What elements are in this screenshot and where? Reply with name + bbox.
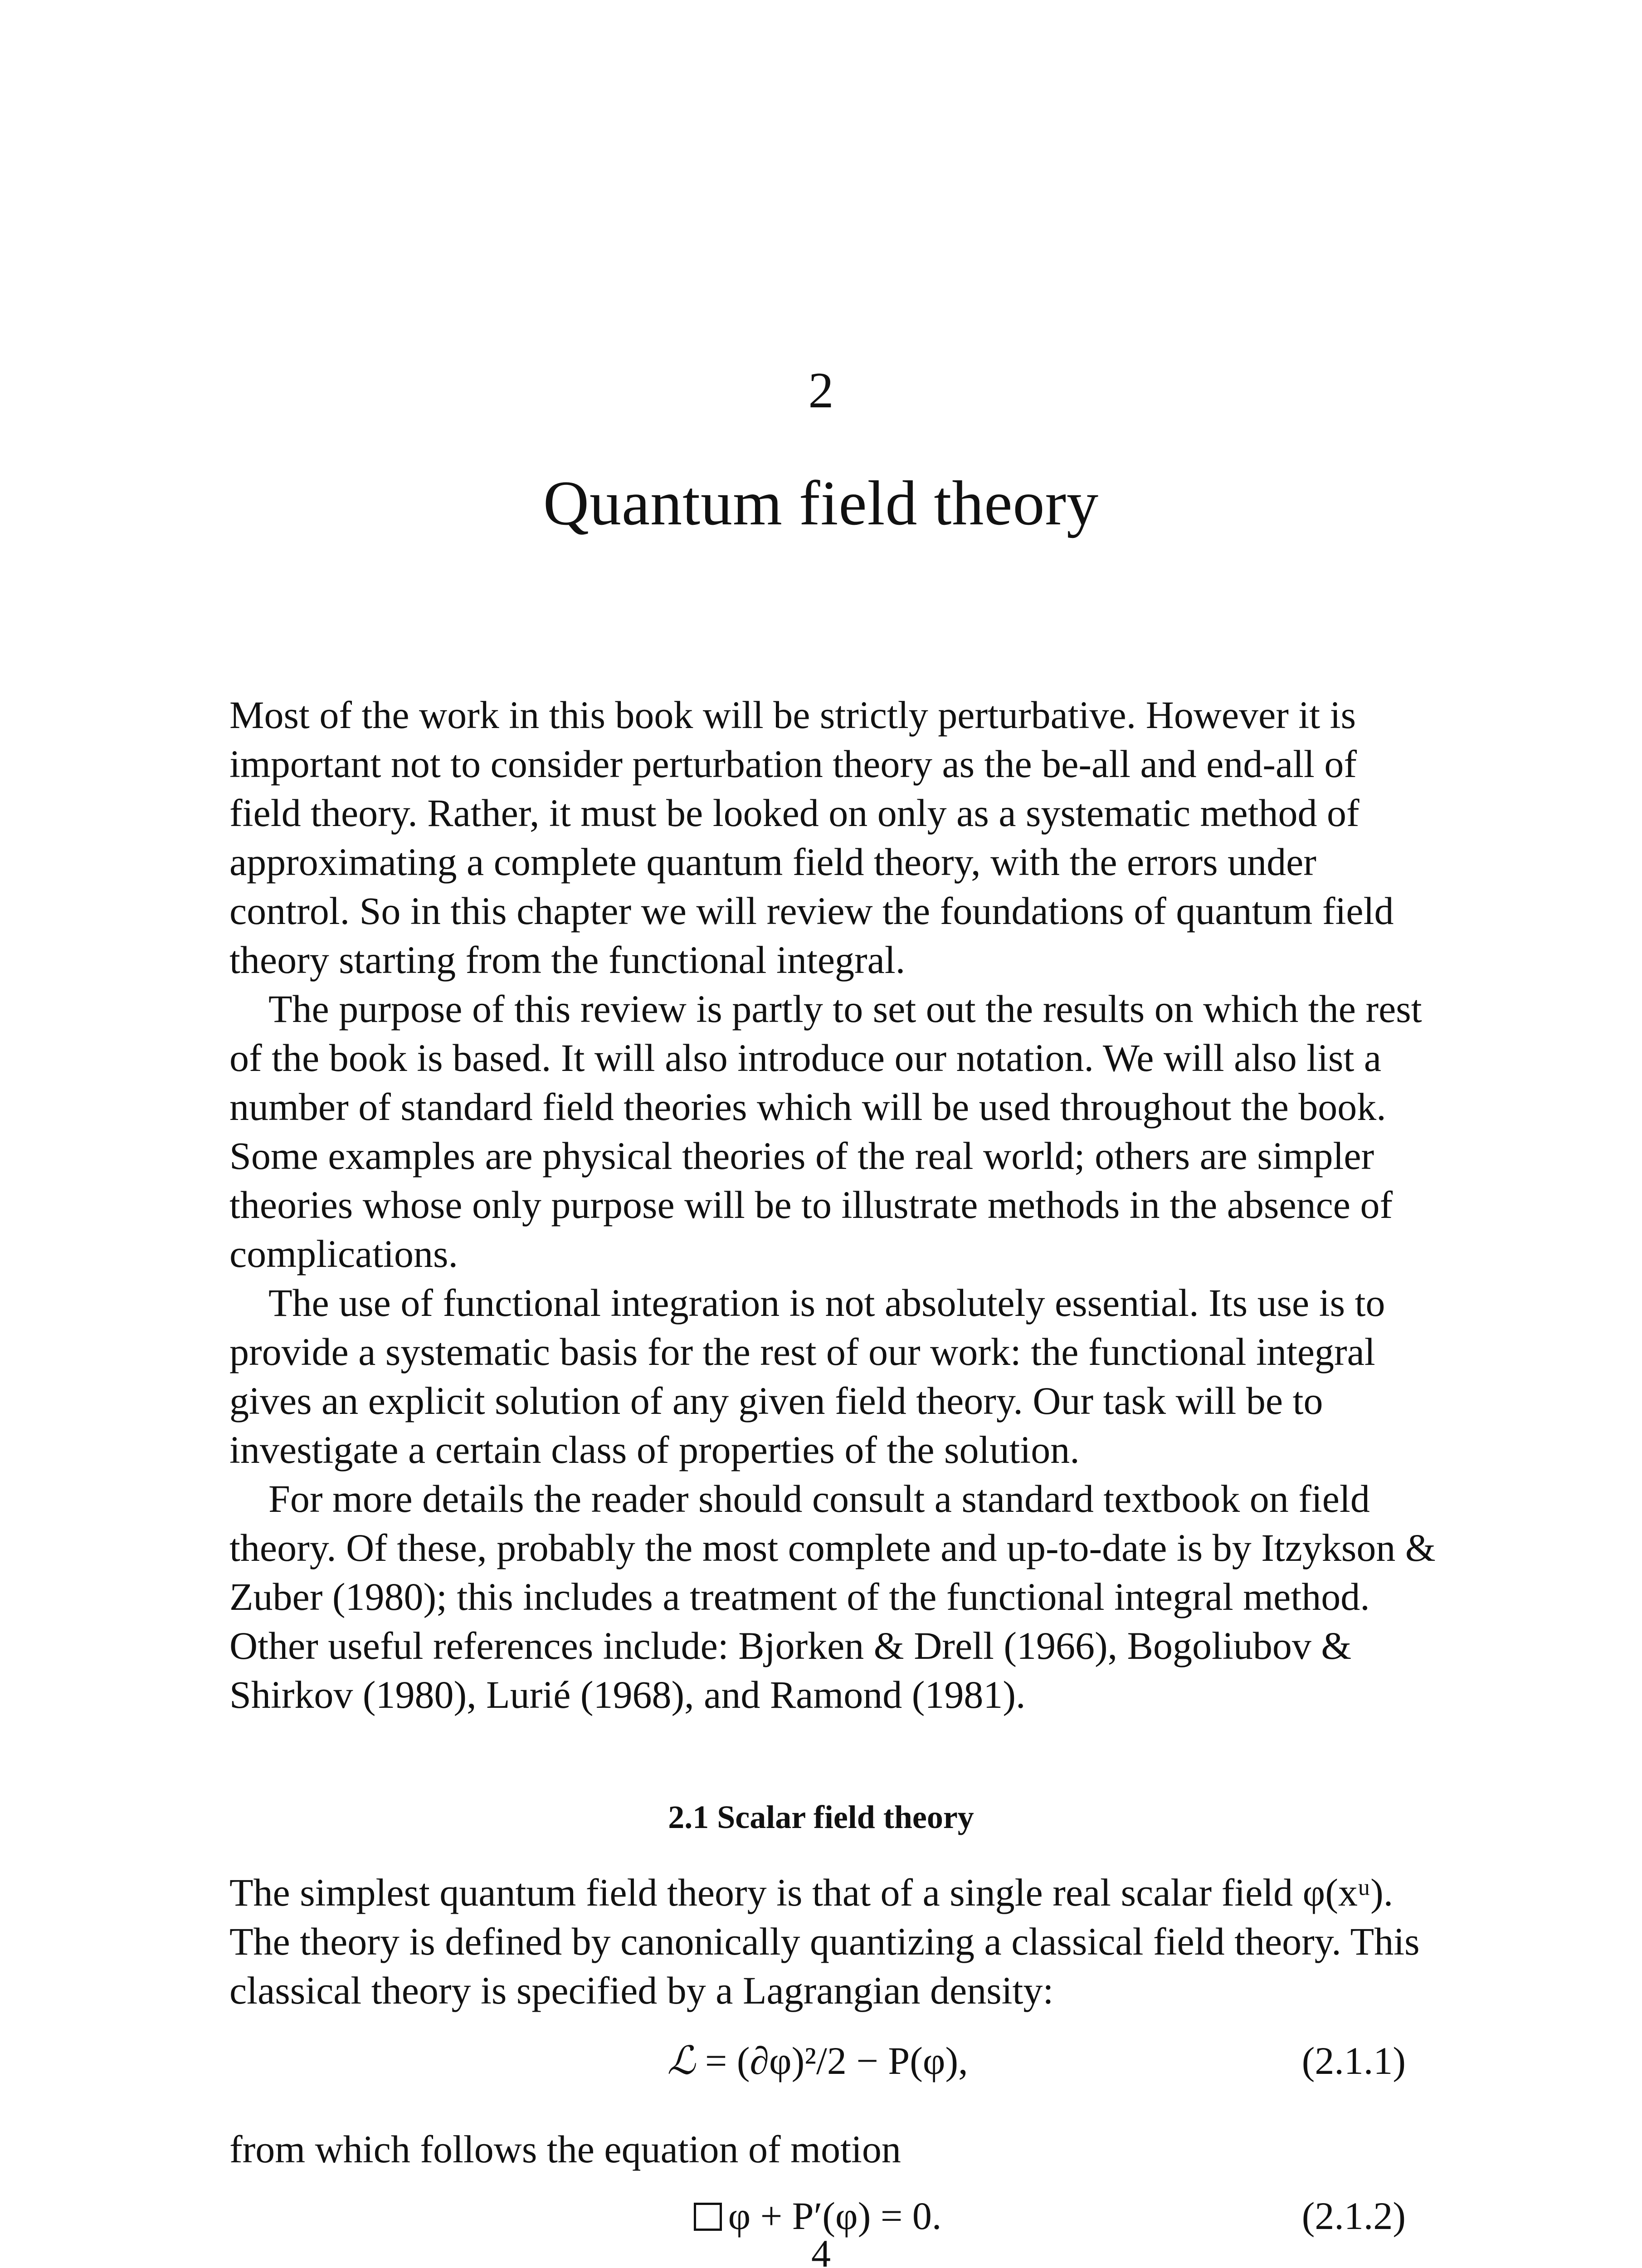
text-line: investigate a certain class of properties of the solution. bbox=[229, 1428, 1080, 1471]
text-line: Shirkov (1980), Lurié (1968), and Ramond (1981). bbox=[229, 1673, 1026, 1716]
text-line: control. So in this chapter we will review the foundations of quantum field bbox=[229, 889, 1394, 933]
text-line: classical theory is specified by a Lagrangian density: bbox=[229, 1969, 1054, 2012]
text-line: from which follows the equation of motion bbox=[229, 2127, 901, 2171]
text-line: theory starting from the functional integral. bbox=[229, 938, 906, 982]
text-line: theory. Of these, probably the most complete and up-to-date is by Itzykson & bbox=[229, 1526, 1436, 1569]
section-intro bbox=[229, 1868, 1420, 2015]
paragraph-2 bbox=[229, 984, 1422, 1278]
equation-body bbox=[229, 2036, 1406, 2086]
chapter-number: 2 bbox=[808, 362, 834, 419]
dalembertian-box-icon bbox=[694, 2203, 722, 2231]
paragraph-1 bbox=[229, 690, 1406, 984]
text-line: Zuber (1980); this includes a treatment of the functional integral method. bbox=[229, 1575, 1370, 1618]
text-line: provide a systematic basis for the rest of our work: the functional integral bbox=[229, 1330, 1375, 1374]
text-line: The simplest quantum field theory is that of a single real scalar field φ(xᵘ). bbox=[229, 1871, 1394, 1914]
section-heading: 2.1 Scalar field theory bbox=[668, 1799, 974, 1835]
text-line: approximating a complete quantum field theory, with the errors under bbox=[229, 840, 1316, 884]
paragraph-3 bbox=[229, 1278, 1406, 1474]
between-text bbox=[229, 2125, 1406, 2174]
text-line: gives an explicit solution of any given field theory. Our task will be to bbox=[229, 1379, 1323, 1422]
equation-expression: φ + P′(φ) = 0. bbox=[728, 2194, 942, 2238]
paragraph-4 bbox=[229, 1474, 1436, 1719]
text-line: number of standard field theories which will be used throughout the book. bbox=[229, 1085, 1386, 1129]
text-line: of the book is based. It will also introduce our notation. We will also list a bbox=[229, 1036, 1382, 1080]
text-line: Other useful references include: Bjorken & Drell (1966), Bogoliubov & bbox=[229, 1624, 1352, 1667]
chapter-title: Quantum field theory bbox=[543, 468, 1099, 538]
text-line: The purpose of this review is partly to set out the results on which the rest bbox=[268, 987, 1422, 1031]
text-line: Most of the work in this book will be strictly perturbative. However it is bbox=[229, 693, 1356, 737]
text-line: For more details the reader should consult a standard textbook on field bbox=[268, 1477, 1370, 1520]
text-line: theories whose only purpose will be to illustrate methods in the absence of bbox=[229, 1183, 1393, 1227]
text-line: important not to consider perturbation theory as the be-all and end-all of bbox=[229, 742, 1357, 786]
text-line: The theory is defined by canonically quantizing a classical field theory. This bbox=[229, 1920, 1420, 1963]
equation-2-1-1 bbox=[229, 2036, 1406, 2086]
text-line: The use of functional integration is not absolutely essential. Its use is to bbox=[268, 1281, 1385, 1325]
lagrangian-symbol: ℒ bbox=[667, 2038, 696, 2083]
text-line: Some examples are physical theories of the real world; others are simpler bbox=[229, 1134, 1374, 1178]
text-line: field theory. Rather, it must be looked on only as a systematic method of bbox=[229, 791, 1359, 835]
text-line: complications. bbox=[229, 1232, 458, 1276]
page-number: 4 bbox=[811, 2232, 831, 2268]
equation-expression: = (∂φ)²/2 − P(φ), bbox=[695, 2039, 968, 2082]
equation-number: (2.1.2) bbox=[1301, 2194, 1406, 2238]
equation-number: (2.1.1) bbox=[1301, 2039, 1406, 2082]
